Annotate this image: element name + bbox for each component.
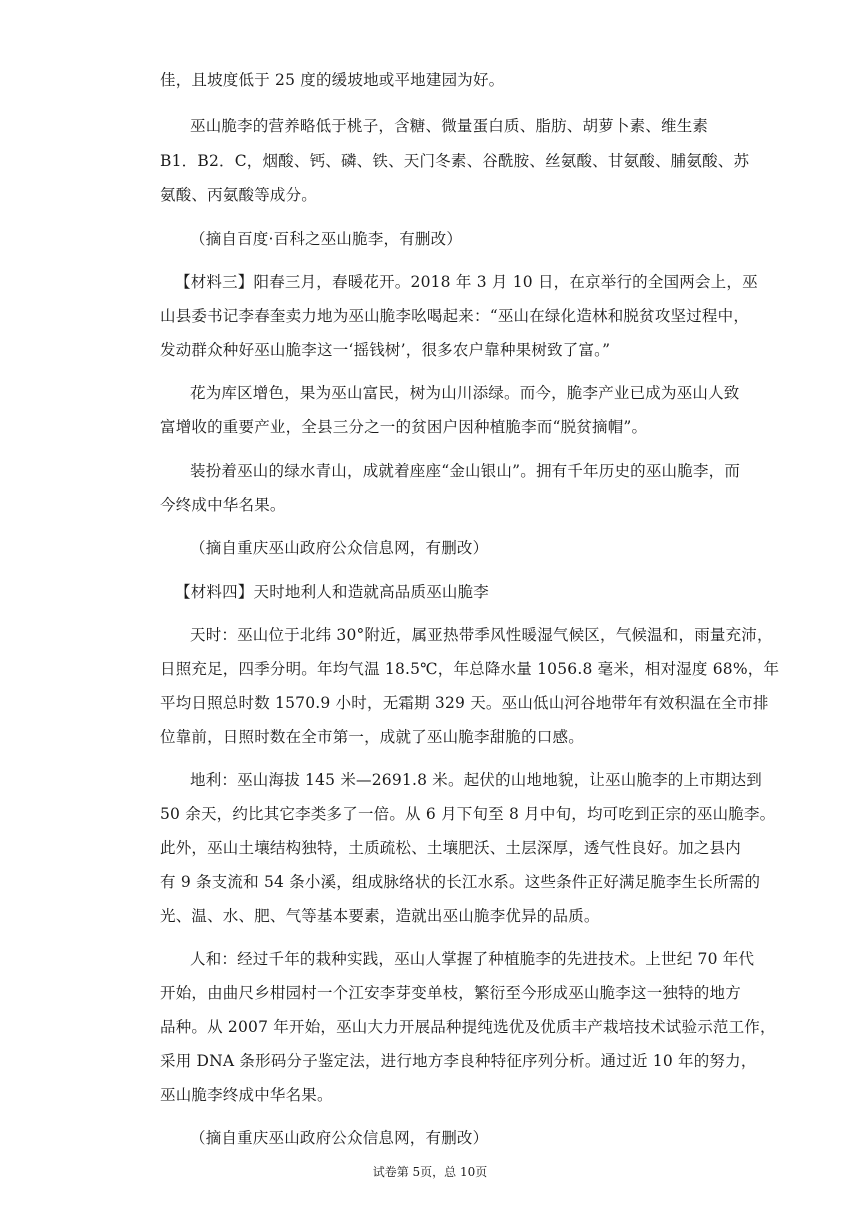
page-footer: 试卷第 5页，总 10页	[372, 1165, 488, 1179]
text-line: 地利：巫山海拔 145 米—2691.8 米。起伏的山地地貌，让巫山脆李的上市期达到	[190, 771, 763, 789]
text-line: 开始，由曲尺乡柑园村一个江安李芽变单枝，繁衍至今形成巫山脆李这一独特的地方	[160, 984, 741, 1002]
text-line: 有 9 条支流和 54 条小溪，组成脉络状的长江水系。这些条件正好满足脆李生长所需的	[160, 873, 761, 891]
text-line: B1．B2．C，烟酸、钙、磷、铁、天门冬素、谷酰胺、丝氨酸、甘氨酸、脯氨酸、苏	[160, 152, 750, 170]
text-line: 【材料三】阳春三月，春暖花开。2018 年 3 月 10 日，在京举行的全国两会上，巫	[175, 273, 758, 291]
text-line: 品种。从 2007 年开始，巫山大力开展品种提纯选优及优质丰产栽培技术试验示范工作，	[160, 1018, 776, 1036]
text-line: 装扮着巫山的绿水青山，成就着座座“金山银山”。拥有千年历史的巫山脆李，而	[190, 462, 741, 480]
text-line: 发动群众种好巫山脆李这一‘摇钱树’，很多农户靠种果树致了富。”	[160, 341, 611, 359]
text-line: 人和：经过千年的栽种实践，巫山人掌握了种植脆李的先进技术。上世纪 70 年代	[190, 950, 755, 968]
text-line: 氨酸、丙氨酸等成分。	[160, 186, 318, 204]
section-heading: 【材料四】天时地利人和造就高品质巫山脆李	[175, 583, 490, 601]
text-line: 富增收的重要产业，全县三分之一的贫困户因种植脆李而“脱贫摘帽”。	[160, 418, 648, 436]
source-citation: （摘自重庆巫山政府公众信息网，有删改）	[190, 1129, 489, 1147]
source-citation: （摘自百度·百科之巫山脆李，有删改）	[190, 230, 463, 248]
text-line: 采用 DNA 条形码分子鉴定法，进行地方李良种特征序列分析。通过近 10 年的努力，	[160, 1052, 757, 1070]
text-line: 今终成中华名果。	[160, 496, 286, 514]
text-line: 佳，且坡度低于 25 度的缓坡地或平地建园为好。	[160, 71, 505, 89]
text-line: 巫山脆李终成中华名果。	[160, 1086, 333, 1104]
text-line: 山县委书记李春奎卖力地为巫山脆李吆喝起来：“巫山在绿化造林和脱贫攻坚过程中，	[160, 307, 750, 325]
text-line: 光、温、水、肥、气等基本要素，造就出巫山脆李优异的品质。	[160, 907, 600, 925]
text-line: 50 余天，约比其它李类多了一倍。从 6 月下旬至 8 月中旬，均可吃到正宗的巫山脆李。	[160, 805, 776, 823]
text-line: 此外，巫山土壤结构独特，土质疏松、土壤肥沃、土层深厚，透气性良好。加之县内	[160, 839, 741, 857]
text-line: 花为库区增色，果为巫山富民，树为山川添绿。而今，脆李产业已成为巫山人致	[190, 384, 740, 402]
text-line: 位靠前，日照时数在全市第一，成就了巫山脆李甜脆的口感。	[160, 728, 584, 746]
text-line: 平均日照总时数 1570.9 小时，无霜期 329 天。巫山低山河谷地带年有效积温在全市排	[160, 694, 769, 712]
source-citation: （摘自重庆巫山政府公众信息网，有删改）	[190, 539, 489, 557]
text-line: 天时：巫山位于北纬 30°附近，属亚热带季风性暖湿气候区，气候温和，雨量充沛，	[190, 626, 773, 644]
text-line: 日照充足，四季分明。年均气温 18.5℃，年总降水量 1056.8 毫米，相对湿度 68%，年	[160, 660, 780, 678]
text-line: 巫山脆李的营养略低于桃子，含糖、微量蛋白质、脂肪、胡萝卜素、维生素	[190, 117, 709, 135]
